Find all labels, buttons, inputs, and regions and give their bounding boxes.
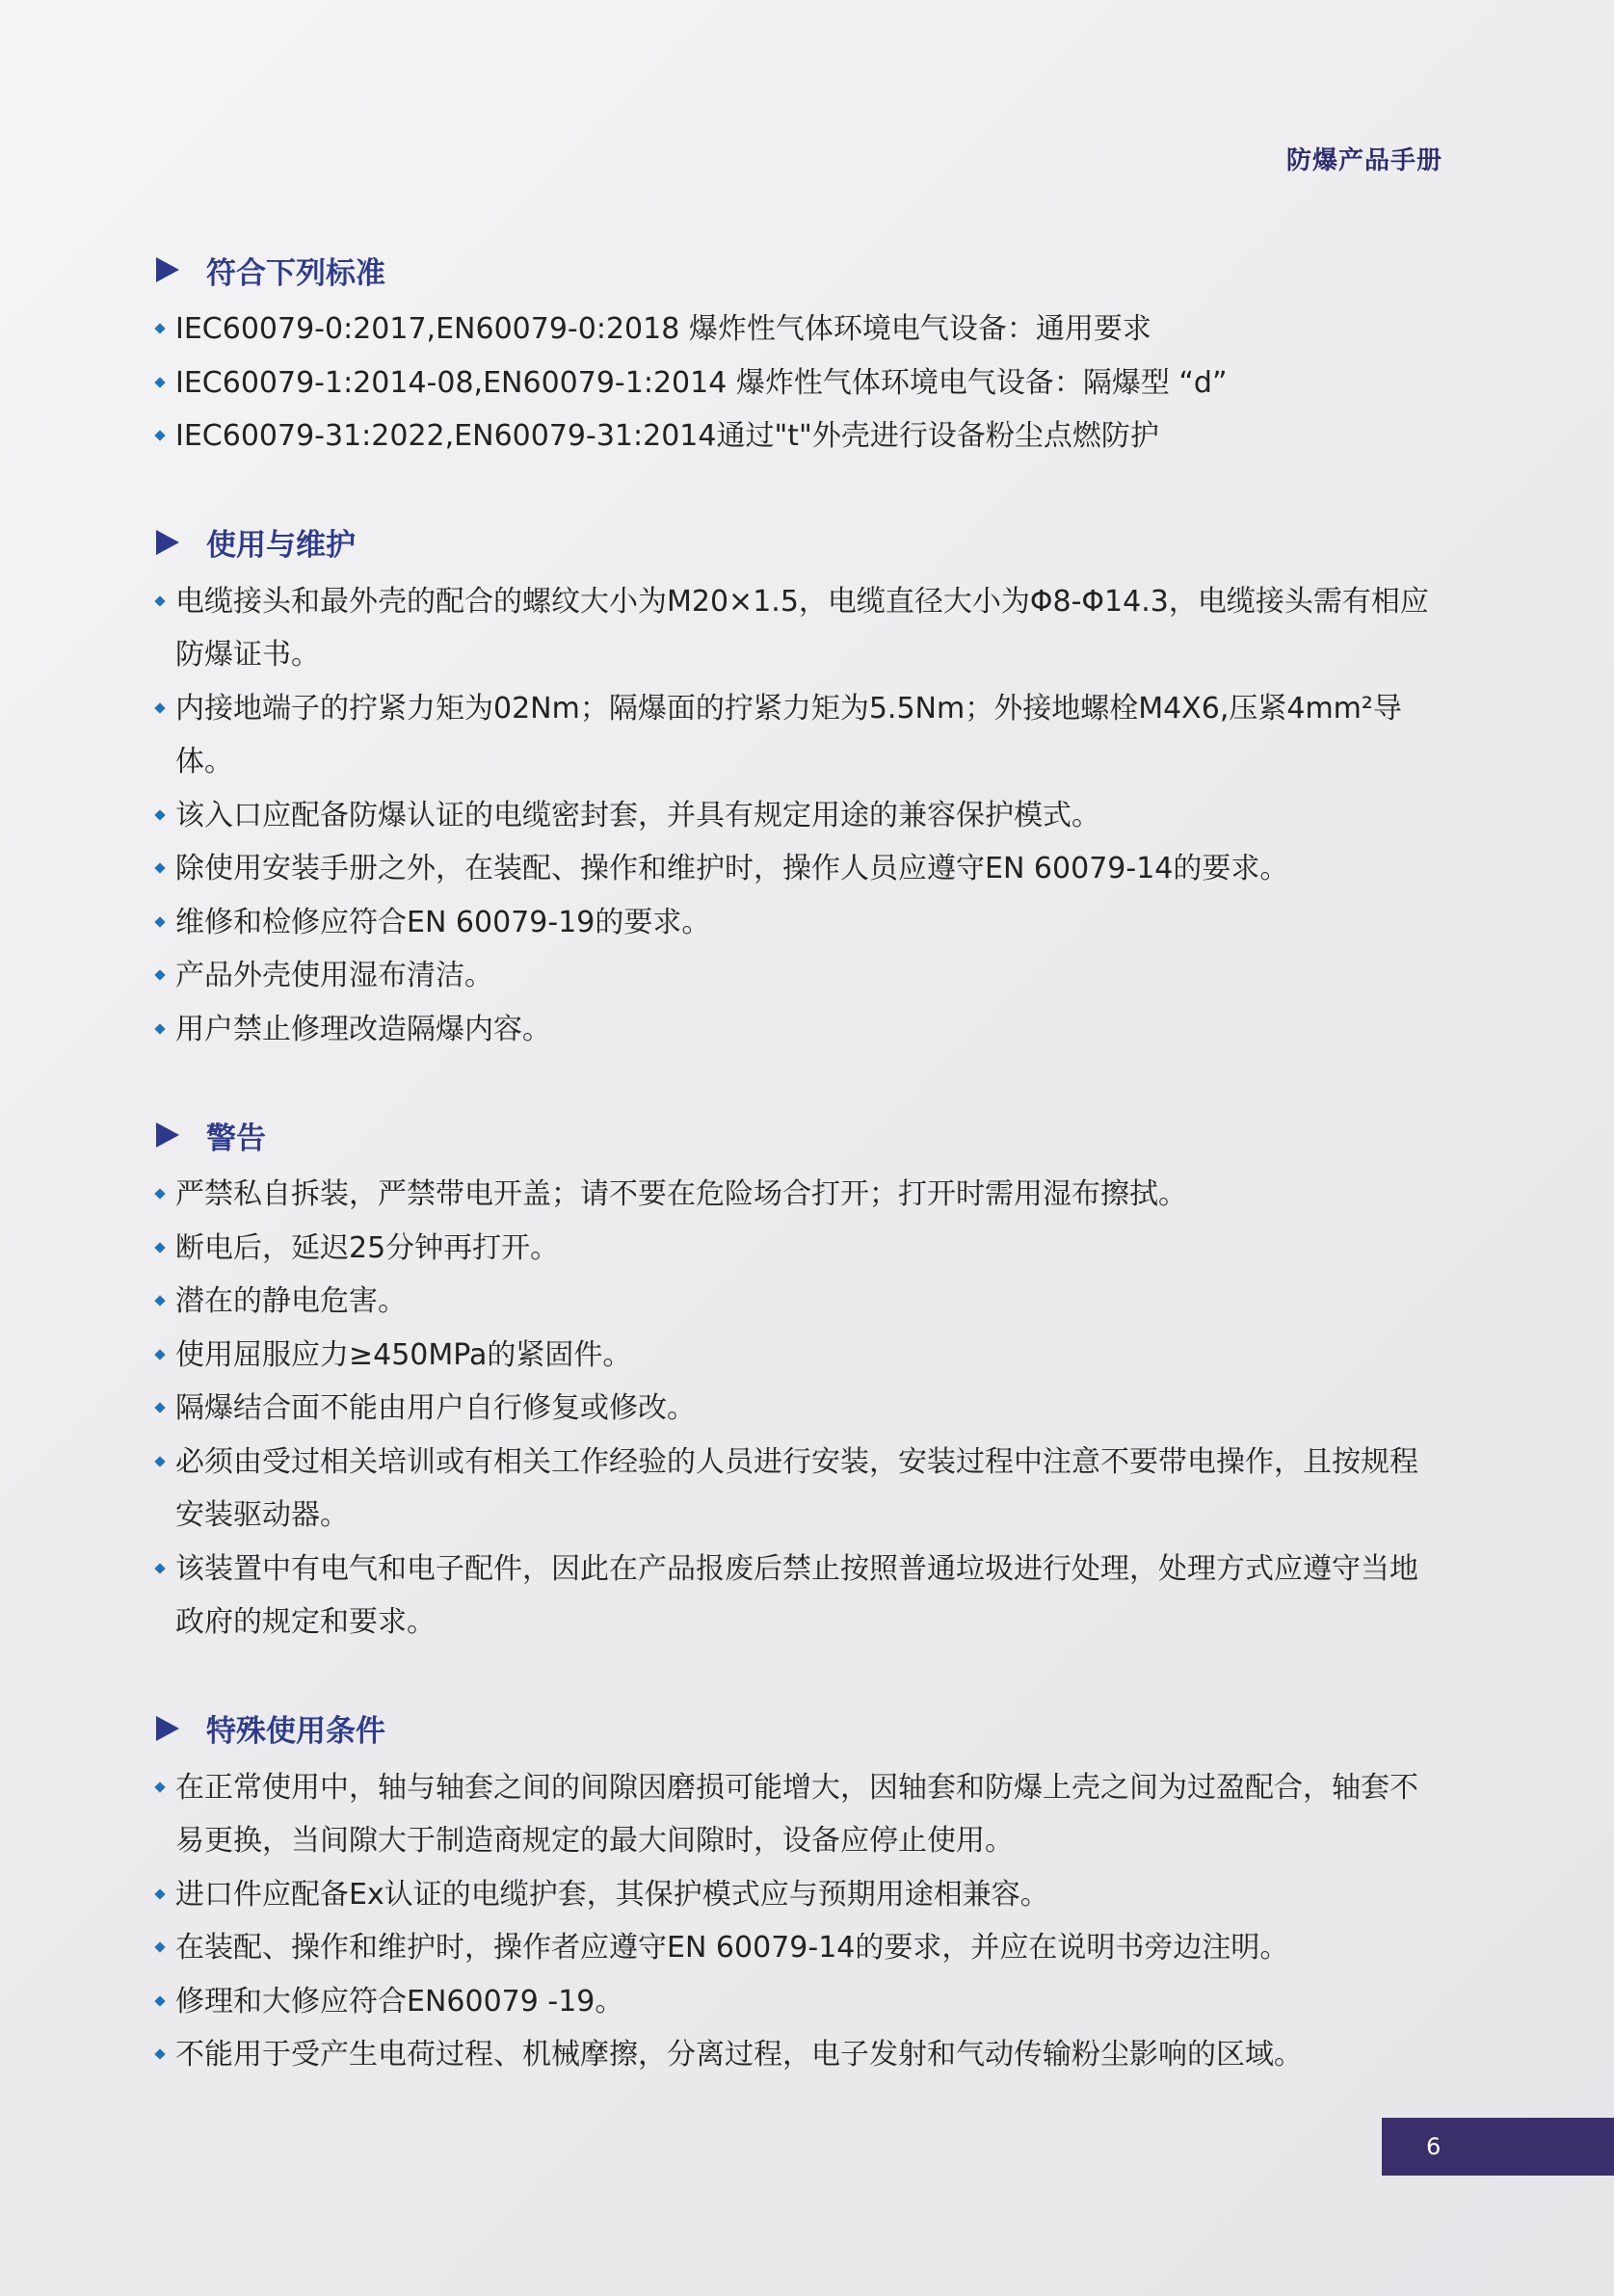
- list-item-text: 严禁私自拆装，严禁带电开盖；请不要在危险场合打开；打开时需用湿布擦拭。: [175, 1177, 1187, 1211]
- list-item: [154, 575, 1445, 682]
- list-item-text: 在正常使用中，轴与轴套之间的间隙因磨损可能增大，因轴套和防爆上壳之间为过盈配合，轴套不易更换，当间隙大于制造商规定的最大间隙时，设备应停止使用。: [175, 1770, 1418, 1858]
- list-item: [154, 409, 1445, 463]
- section-title: 使用与维护: [206, 528, 356, 563]
- list-item: [154, 1382, 1445, 1436]
- diamond-bullet-icon: [154, 1995, 165, 2006]
- diamond-bullet-icon: [154, 595, 165, 606]
- list-item: [154, 1222, 1445, 1276]
- list-item: [154, 949, 1445, 1003]
- list-item-text: IEC60079-0:2017,EN60079-0:2018 爆炸性气体环境电气设备：通用要求: [175, 312, 1151, 346]
- list-item: [154, 789, 1445, 843]
- diamond-bullet-icon: [154, 430, 165, 440]
- section-heading: [154, 515, 1445, 569]
- list-item: [154, 1168, 1445, 1222]
- list-item-text: 使用屈服应力≥450MPa的紧固件。: [175, 1337, 632, 1372]
- diamond-bullet-icon: [154, 1188, 165, 1199]
- section-heading: [154, 1702, 1445, 1755]
- section-2: [154, 515, 1445, 1057]
- bullet-list: [154, 303, 1445, 463]
- diamond-bullet-icon: [154, 377, 165, 387]
- list-item: [154, 1921, 1445, 1975]
- list-item-text: IEC60079-31:2022,EN60079-31:2014通过"t"外壳进行设备粉尘点燃防护: [175, 419, 1159, 453]
- list-item-text: 断电后，延迟25分钟再打开。: [175, 1230, 560, 1265]
- diamond-bullet-icon: [154, 1888, 165, 1899]
- diamond-bullet-icon: [154, 323, 165, 333]
- list-item-text: 用户禁止修理改造隔爆内容。: [175, 1012, 551, 1046]
- section-title: 符合下列标准: [206, 255, 385, 291]
- list-item-text: 维修和检修应符合EN 60079-19的要求。: [175, 905, 711, 939]
- list-item-text: 该入口应配备防爆认证的电缆密封套，并具有规定用途的兼容保护模式。: [175, 798, 1100, 832]
- section-title: 特殊使用条件: [206, 1714, 385, 1749]
- triangle-marker-icon: [156, 1716, 179, 1741]
- bullet-list: [154, 1761, 1445, 2082]
- section-4: [154, 1702, 1445, 2082]
- page-number-tab: [1382, 2118, 1614, 2176]
- diamond-bullet-icon: [154, 2048, 165, 2059]
- list-item-text: 除使用安装手册之外，在装配、操作和维护时，操作人员应遵守EN 60079-14的要求。: [175, 852, 1289, 885]
- list-item-text: 修理和大修应符合EN60079 -19。: [175, 1984, 624, 2019]
- list-item-text: 在装配、操作和维护时，操作者应遵守EN 60079-14的要求，并应在说明书旁边注明。: [175, 1931, 1289, 1965]
- bullet-list: [154, 575, 1445, 1057]
- list-item: [154, 1329, 1445, 1383]
- bullet-list: [154, 1168, 1445, 1649]
- list-item-text: 隔爆结合面不能由用户自行修复或修改。: [175, 1391, 696, 1425]
- list-item: [154, 1761, 1445, 1868]
- list-item-text: 进口件应配备Ex认证的电缆护套，其保护模式应与预期用途相兼容。: [175, 1877, 1049, 1912]
- list-item: [154, 1275, 1445, 1329]
- diamond-bullet-icon: [154, 1402, 165, 1412]
- page-number: 6: [1426, 2133, 1442, 2160]
- diamond-bullet-icon: [154, 1941, 165, 1952]
- list-item: [154, 1543, 1445, 1649]
- diamond-bullet-icon: [154, 1563, 165, 1573]
- diamond-bullet-icon: [154, 1349, 165, 1359]
- diamond-bullet-icon: [154, 916, 165, 927]
- section-title: 警告: [206, 1121, 266, 1156]
- list-item: [154, 356, 1445, 410]
- list-item: [154, 682, 1445, 789]
- list-item: [154, 896, 1445, 950]
- list-item-text: 内接地端子的拧紧力矩为02Nm；隔爆面的拧紧力矩为5.5Nm；外接地螺栓M4X6,压紧4mm²导体。: [175, 691, 1402, 779]
- list-item: [154, 303, 1445, 356]
- list-item: [154, 2028, 1445, 2082]
- list-item-text: 潜在的静电危害。: [175, 1284, 407, 1318]
- triangle-marker-icon: [156, 257, 179, 282]
- triangle-marker-icon: [156, 1122, 179, 1148]
- list-item: [154, 1975, 1445, 2029]
- diamond-bullet-icon: [154, 1023, 165, 1034]
- section-3: [154, 1108, 1445, 1649]
- list-item-text: 产品外壳使用湿布清洁。: [175, 959, 493, 992]
- diamond-bullet-icon: [154, 1456, 165, 1466]
- diamond-bullet-icon: [154, 1781, 165, 1792]
- section-1: [154, 243, 1445, 463]
- triangle-marker-icon: [156, 530, 179, 555]
- diamond-bullet-icon: [154, 862, 165, 873]
- diamond-bullet-icon: [154, 809, 165, 820]
- diamond-bullet-icon: [154, 702, 165, 713]
- list-item: [154, 1436, 1445, 1543]
- section-heading: [154, 243, 1445, 297]
- diamond-bullet-icon: [154, 969, 165, 980]
- list-item: [154, 1003, 1445, 1057]
- list-item-text: 该装置中有电气和电子配件，因此在产品报废后禁止按照普通垃圾进行处理，处理方式应遵守当地政府的规定和要求。: [175, 1551, 1418, 1639]
- section-heading: [154, 1108, 1445, 1162]
- list-item: [154, 842, 1445, 896]
- document-body: [154, 243, 1445, 2134]
- list-item-text: 电缆接头和最外壳的配合的螺纹大小为M20×1.5，电缆直径大小为Φ8-Φ14.3，电缆接头需有相应防爆证书。: [175, 584, 1429, 672]
- list-item-text: 不能用于受产生电荷过程、机械摩擦，分离过程，电子发射和气动传输粉尘影响的区域。: [175, 2038, 1303, 2072]
- running-header-title: 防爆产品手册: [1285, 146, 1442, 175]
- list-item-text: IEC60079-1:2014-08,EN60079-1:2014 爆炸性气体环境电气设备：隔爆型 “d”: [175, 365, 1228, 400]
- list-item-text: 必须由受过相关培训或有相关工作经验的人员进行安装，安装过程中注意不要带电操作，且按规程安装驱动器。: [175, 1444, 1418, 1532]
- list-item: [154, 1868, 1445, 1922]
- diamond-bullet-icon: [154, 1242, 165, 1253]
- diamond-bullet-icon: [154, 1295, 165, 1306]
